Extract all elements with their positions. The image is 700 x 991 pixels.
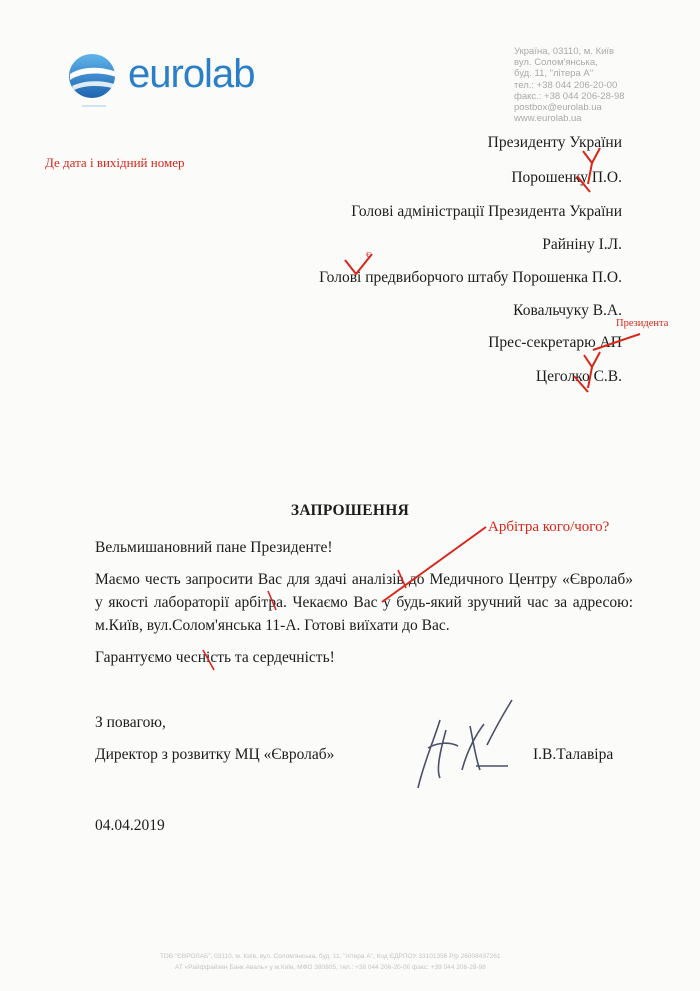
letter-title: ЗАПРОШЕННЯ [290,502,410,519]
letter-paragraph: Гарантуємо чесність та сердечність! [95,649,335,666]
director-signature [418,700,512,788]
contact-line: буд. 11, "літера А" [514,68,594,80]
strike-stroke [593,334,640,350]
u-correction-stroke [583,148,600,184]
strike-stroke [268,591,276,610]
recipient-line: Райніну І.Л. [542,236,622,253]
recipient-line: Голові адміністрації Президента України [351,203,622,220]
footer-line: АТ «Райффайзен Банк Аваль» у м.Київ, МФО 380805, тел.: +38 044 206-20-00 факс: +38 044 206-28-98 [175,964,486,971]
strike-stroke [398,570,406,588]
strike-stroke [203,650,214,670]
contact-line: факс.: +38 044 206-28-98 [514,90,625,102]
signer-position: Директор з розвитку МЦ «Євролаб» [95,746,335,763]
letter-date: 04.04.2019 [95,817,165,834]
recipient-line: Голові предвиборчого штабу Порошенка П.О. [319,269,622,286]
contact-line: тел.: +38 044 206-20-00 [514,79,618,91]
recipient-line: Порошенку П.О. [511,169,622,186]
letter-paragraph: Маємо честь запросити Вас для здачі аналізів до Медичного Центру «Євролаб» у якості лабораторії арбітра. Чекаємо Вас у будь-який зручний час за адресою: м.Київ, вул.Солом'янська 11-А. Готові виїхати до Вас. [95,571,633,634]
letter-greeting: Вельмишановний пане Президенте! [95,539,333,556]
contact-line: Україна, 03110, м. Київ [514,46,615,57]
checkmark-stroke [345,254,372,274]
u-correction-stroke [584,352,600,388]
strike-stroke [574,376,588,392]
signer-name: І.В.Талавіра [533,746,614,763]
date-note-annotation: Де дата і вихідний номер [45,155,185,170]
arrow-stroke [382,527,486,602]
contact-line: вул. Солом'янська, [514,57,598,69]
logo-text: eurolab [128,52,255,96]
e-correction-mark: є [366,248,371,260]
letter-closing: З повагою, [95,714,166,731]
footer-line: ТОВ "ЄВРОЛАБ", 03110, м. Київ, вул. Солом'янська, буд. 11, "літера А", Код ЄДРПОУ 33101356 Р/р 26008437261 [160,953,501,960]
president-correction-mark: Президента [616,318,669,329]
recipient-line: Прес-секретарю АП [488,334,622,351]
contact-line: postbox@eurolab.ua [514,102,602,114]
contact-line: www.eurolab.ua [514,113,582,125]
recipient-line: Цеголко С.В. [535,368,622,385]
recipient-line: Ковальчуку В.А. [513,302,622,319]
arbiter-question-annotation: Арбітра кого/чого? [488,519,610,535]
recipient-line: Президенту України [487,134,622,151]
